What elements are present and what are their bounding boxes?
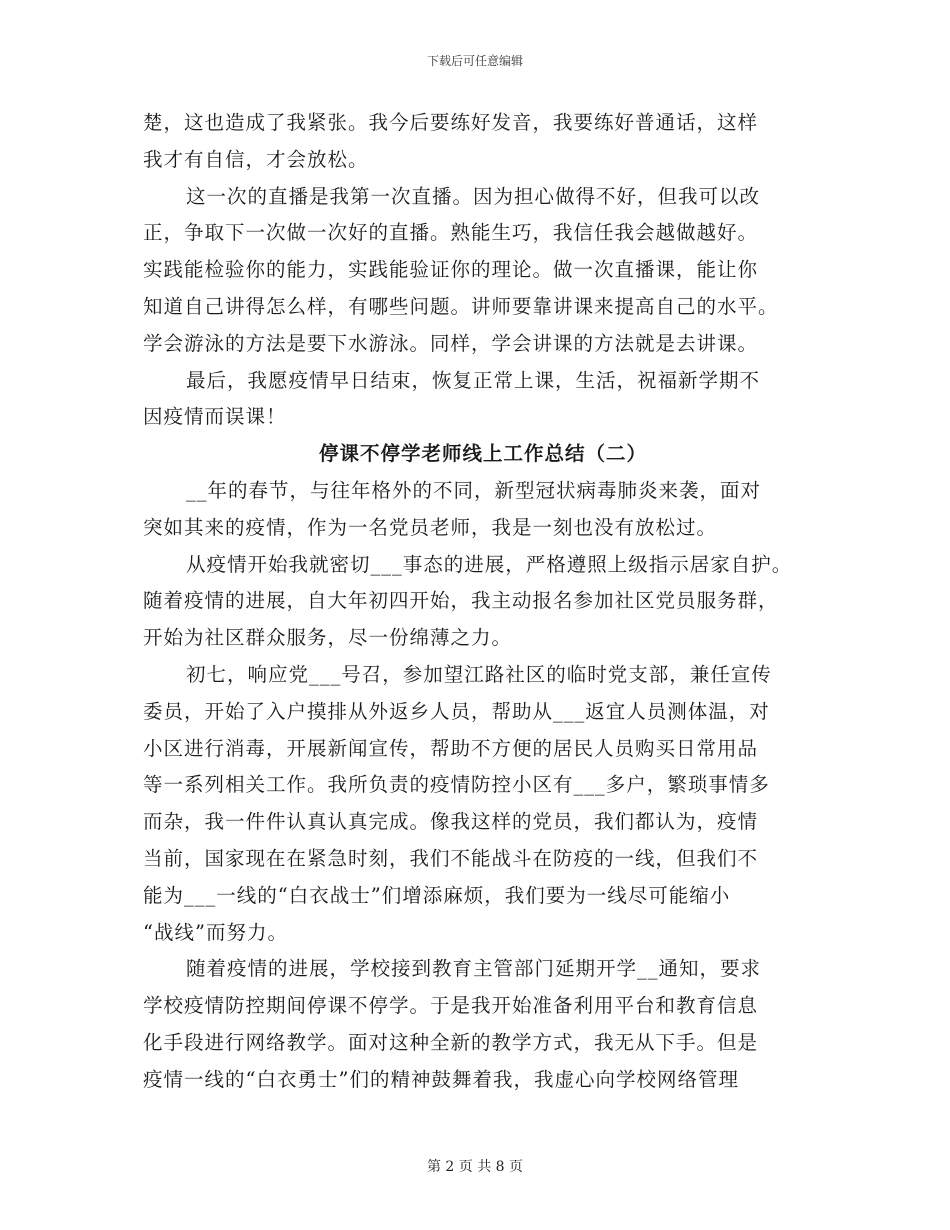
text-line: 开始为社区群众服务，尽一份绵薄之力。 [143,626,513,650]
text-line: 能为___一线的“白衣战士”们增添麻烦，我们要为一线尽可能缩小 [143,883,731,907]
text-line: 等一系列相关工作。我所负责的疫情防控小区有___多户，繁琐事情多 [143,773,770,797]
text-line: 小区进行消毒，开展新闻宣传，帮助不方便的居民人员购买日常用品 [143,736,759,760]
text-line: 化手段进行网络教学。面对这种全新的教学方式，我无从下手。但是 [143,1030,759,1054]
text-line: “战线”而努力。 [143,920,288,944]
text-line: 因疫情而误课！ [143,405,287,429]
section-title: 停课不停学老师线上工作总结（二） [318,442,647,466]
text-line: 随着疫情的进展，学校接到教育主管部门延期开学__通知，要求 [186,957,762,981]
text-line: 学校疫情防控期间停课不停学。于是我开始准备利用平台和教育信息 [143,994,759,1018]
text-line: 随着疫情的进展，自大年初四开始，我主动报名参加社区党员服务群， [143,589,779,613]
text-line: 委员，开始了入户摸排从外返乡人员，帮助从___返宜人员测体温，对 [143,699,770,723]
text-line: 突如其来的疫情，作为一名党员老师，我是一刻也没有放松过。 [143,515,718,539]
text-line: 初七，响应党___号召，参加望江路社区的临时党支部，兼任宣传 [186,662,772,686]
text-line: 从疫情开始我就密切___事态的进展，严格遵照上级指示居家自护。 [186,552,793,576]
text-line: 正，争取下一次做一次好的直播。熟能生巧，我信任我会越做越好。 [143,221,759,245]
text-line: 我才有自信，才会放松。 [143,147,369,171]
paragraph-block-1 [143,105,823,436]
paragraph-block-2 [143,473,823,1099]
text-line: 学会游泳的方法是要下水游泳。同样，学会讲课的方法就是去讲课。 [143,331,759,355]
document-body [143,105,823,1099]
text-line: 最后，我愿疫情早日结束，恢复正常上课，生活，祝福新学期不 [186,368,761,392]
text-line: 而杂，我一件件认真认真完成。像我这样的党员，我们都认为，疫情 [143,810,759,834]
text-line: 实践能检验你的能力，实践能验证你的理论。做一次直播课，能让你 [143,258,759,282]
text-line: 这一次的直播是我第一次直播。因为担心做得不好，但我可以改 [186,184,761,208]
text-line: 楚，这也造成了我紧张。我今后要练好发音，我要练好普通话，这样 [143,111,759,134]
text-line: 当前，国家现在在紧急时刻，我们不能战斗在防疫的一线，但我们不 [143,846,759,870]
page-footer: 第 2 页 共 8 页 [426,1159,524,1175]
text-line: 知道自己讲得怎么样，有哪些问题。讲师要靠讲课来提高自己的水平。 [143,294,779,318]
page-header: 下载后可任意编辑 [426,54,523,68]
text-line: 疫情一线的“白衣勇士”们的精神鼓舞着我，我虚心向学校网络管理 [143,1067,739,1091]
text-line: __年的春节，与往年格外的不同，新型冠状病毒肺炎来袭，面对 [186,478,762,502]
